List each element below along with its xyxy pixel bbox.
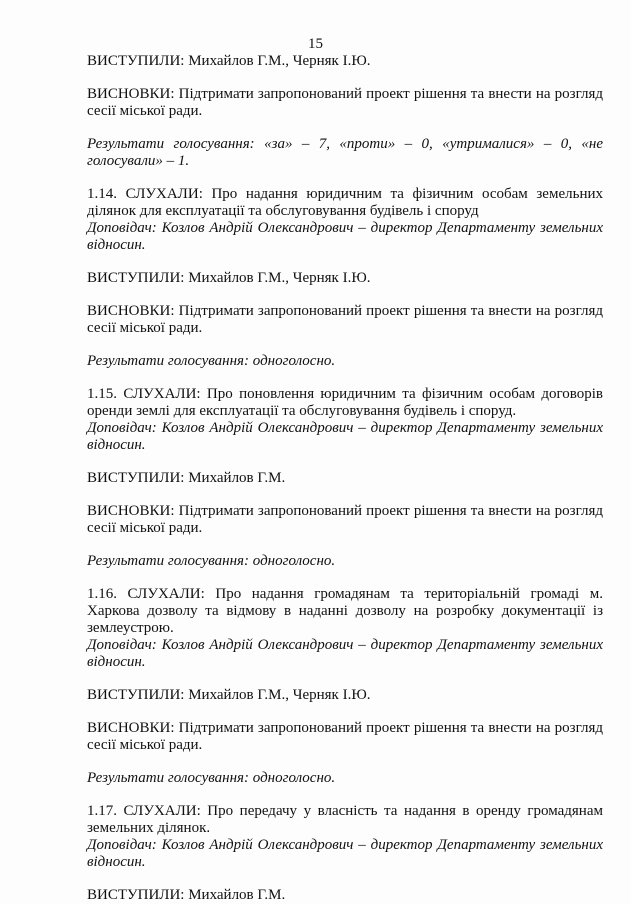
voting-results: Результати голосування: «за» – 7, «проти» – 0, «утрималися» – 0, «не голосували» – 1. [87, 136, 603, 169]
vystupyly-paragraph: ВИСТУПИЛИ: Михайлов Г.М. [87, 470, 286, 486]
vysnovky-paragraph: ВИСНОВКИ: Підтримати запропонований проект рішення та внести на розгляд сесії міської ради. [87, 303, 603, 336]
dopovidach-paragraph: Доповідач: Козлов Андрій Олександрович – директор Департаменту земельних відносин. [87, 220, 603, 253]
vysnovky-paragraph: ВИСНОВКИ: Підтримати запропонований проект рішення та внести на розгляд сесії міської ради. [87, 86, 603, 119]
voting-results: Результати голосування: одноголосно. [87, 553, 336, 569]
dopovidach-paragraph: Доповідач: Козлов Андрій Олександрович – директор Департаменту земельних відносин. [87, 420, 603, 453]
vysnovky-paragraph: ВИСНОВКИ: Підтримати запропонований проект рішення та внести на розгляд сесії міської ради. [87, 503, 603, 536]
voting-results: Результати голосування: одноголосно. [87, 770, 336, 786]
dopovidach-paragraph: Доповідач: Козлов Андрій Олександрович – директор Департаменту земельних відносин. [87, 837, 603, 870]
sluhaly-paragraph-1-15: 1.15. СЛУХАЛИ: Про поновлення юридичним та фізичним особам договорів оренди землі для експлуатації та обслуговування будівель і споруд. [87, 386, 603, 419]
vystupyly-paragraph: ВИСТУПИЛИ: Михайлов Г.М., Черняк І.Ю. [87, 687, 371, 703]
vysnovky-paragraph: ВИСНОВКИ: Підтримати запропонований проект рішення та внести на розгляд сесії міської ради. [87, 720, 603, 753]
sluhaly-paragraph-1-14: 1.14. СЛУХАЛИ: Про надання юридичним та фізичним особам земельних ділянок для експлуатації та обслуговування будівель і споруд [87, 186, 603, 219]
document-body [87, 53, 603, 920]
dopovidach-paragraph: Доповідач: Козлов Андрій Олександрович – директор Департаменту земельних відносин. [87, 637, 603, 670]
sluhaly-paragraph-1-17: 1.17. СЛУХАЛИ: Про передачу у власність та надання в оренду громадянам земельних ділянок. [87, 803, 603, 836]
voting-results: Результати голосування: одноголосно. [87, 353, 336, 369]
vystupyly-paragraph: ВИСТУПИЛИ: Михайлов Г.М., Черняк І.Ю. [87, 53, 371, 69]
vystupyly-paragraph: ВИСТУПИЛИ: Михайлов Г.М. [87, 887, 286, 903]
sluhaly-paragraph-1-16: 1.16. СЛУХАЛИ: Про надання громадянам та територіальній громаді м. Харкова дозволу та відмову в наданні дозволу на розробку документації із землеустрою. [87, 586, 603, 636]
vystupyly-paragraph: ВИСТУПИЛИ: Михайлов Г.М., Черняк І.Ю. [87, 270, 371, 286]
page-number: 15 [308, 36, 323, 52]
